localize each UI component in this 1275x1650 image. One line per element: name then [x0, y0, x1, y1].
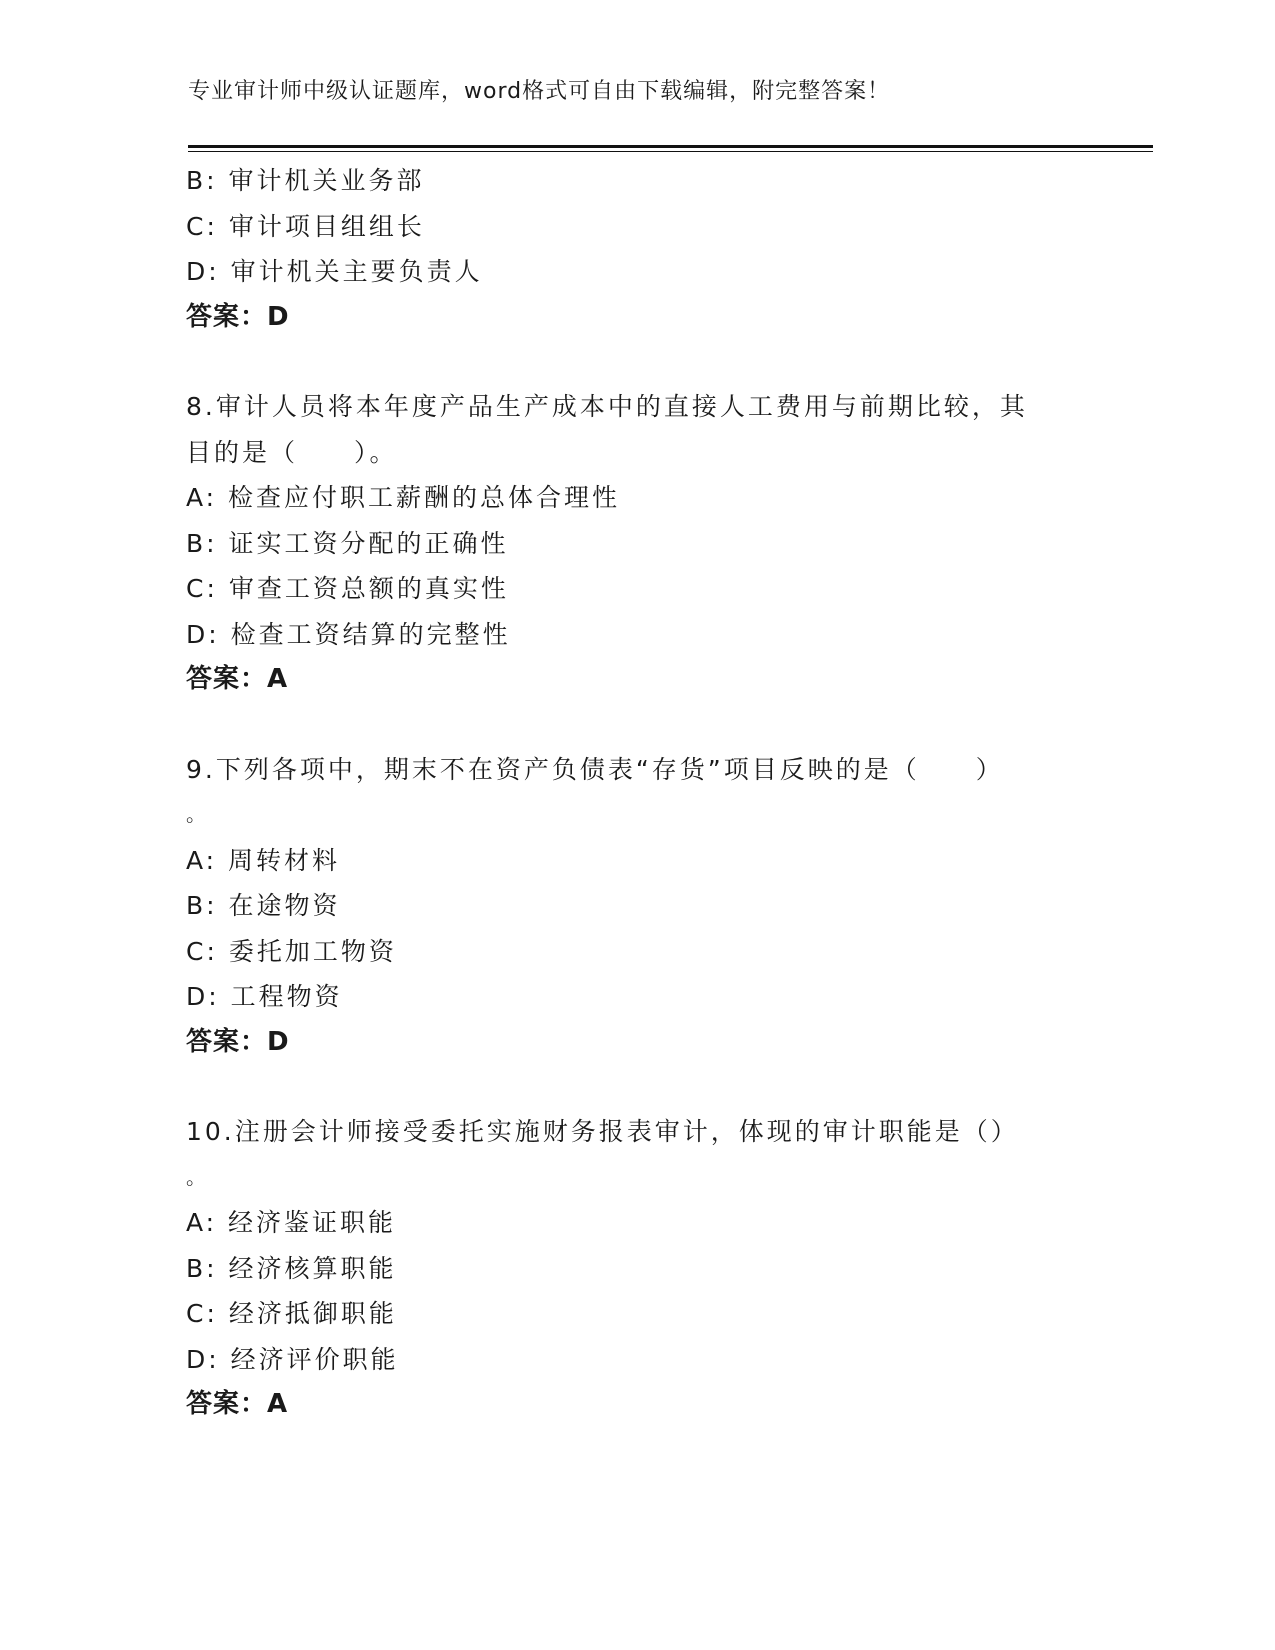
option-d: D: 经济评价职能 [186, 1344, 399, 1374]
answer-line: 答案：D [186, 301, 290, 332]
option-a: A: 周转材料 [186, 845, 341, 875]
question-stem-line: 10.注册会计师接受委托实施财务报表审计，体现的审计职能是（） [186, 1117, 1019, 1146]
option-c: C: 审查工资总额的真实性 [186, 574, 509, 603]
answer-line: 答案：A [186, 1389, 289, 1419]
option-d: D: 审计机关主要负责人 [186, 257, 483, 286]
option-b: B: 在途物资 [186, 891, 341, 920]
question-9 [186, 747, 1086, 1066]
header-rule-thick [188, 145, 1153, 148]
question-stem-line: 。 [186, 1164, 209, 1189]
question-stem-line: 。 [186, 802, 209, 826]
answer-line: 答案：A [186, 664, 289, 694]
question-content [186, 158, 1086, 1428]
answer-line: 答案：D [186, 1026, 290, 1057]
page-header: 专业审计师中级认证题库，word格式可自由下载编辑，附完整答案！ [188, 79, 891, 104]
option-c: C: 审计项目组组长 [186, 211, 425, 241]
option-b: B: 经济核算职能 [186, 1253, 397, 1283]
option-c: C: 委托加工物资 [186, 936, 397, 966]
spacer [186, 703, 1086, 747]
question-8 [186, 384, 1086, 703]
question-stem-line: 目的是（ ）。 [186, 437, 398, 467]
option-d: D: 工程物资 [186, 982, 343, 1011]
option-b: B: 证实工资分配的正确性 [186, 528, 509, 558]
spacer [186, 1065, 1086, 1109]
option-a: A: 检查应付职工薪酬的总体合理性 [186, 483, 621, 512]
header-rule-thin [188, 151, 1153, 152]
question-stem-line: 9.下列各项中，期末不在资产负债表“存货”项目反映的是（ ） [186, 754, 1004, 784]
option-b: B: 审计机关业务部 [186, 166, 425, 195]
spacer [186, 340, 1086, 384]
question-stem-line: 8.审计人员将本年度产品生产成本中的直接人工费用与前期比较，其 [186, 392, 1028, 421]
option-a: A: 经济鉴证职能 [186, 1208, 397, 1237]
question-10 [186, 1109, 1086, 1428]
question-7-continuation [186, 158, 1086, 340]
option-d: D: 检查工资结算的完整性 [186, 619, 511, 649]
option-c: C: 经济抵御职能 [186, 1299, 397, 1328]
